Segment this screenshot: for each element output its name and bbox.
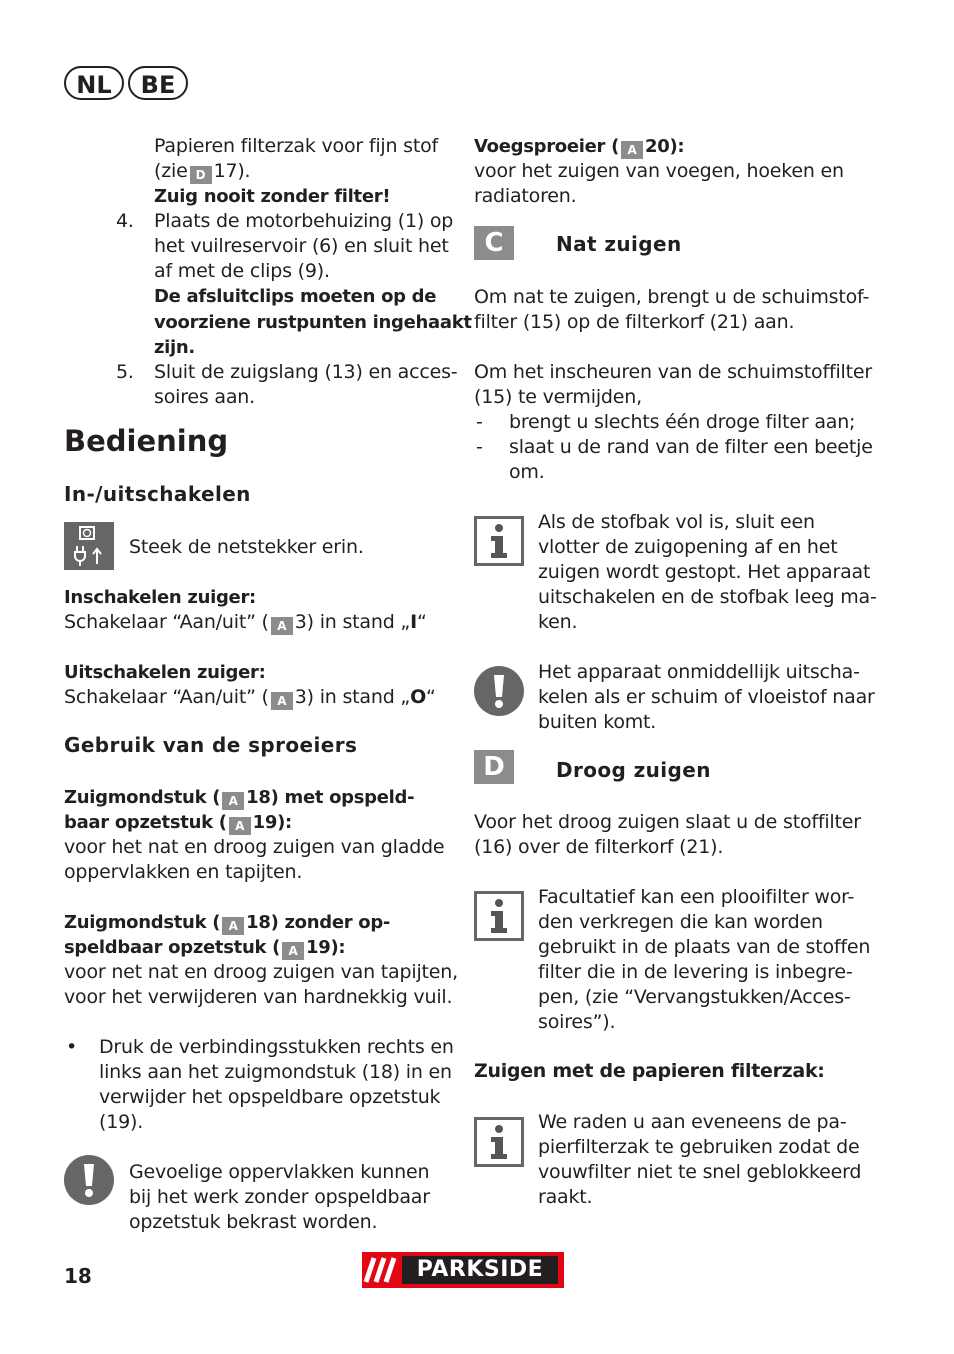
info2-line-3: gebruikt in de plaats van de stoffen: [538, 936, 871, 958]
parkside-logo: [362, 1252, 564, 1288]
warn1-line-3: buiten komt.: [538, 711, 657, 733]
step-4-note-1: De afsluitclips moeten op de: [154, 286, 437, 307]
info1-line-4: uitschakelen en de stofbak leeg ma-: [538, 586, 877, 608]
bullet-line-4: (19).: [99, 1111, 144, 1133]
dry-p1-line-2: (16) over de filterkorf (21).: [474, 836, 724, 858]
info2-line-2: den verkregen die kan worden: [538, 911, 823, 933]
intro-line-2: (zie D 17).: [154, 160, 251, 182]
heading-bediening: Bediening: [64, 424, 229, 458]
nozzle-2-title-2: speldbaar opzetstuk ( A 19):: [64, 937, 346, 958]
bullet-line-3: verwijder het opspeldbare opzetstuk: [99, 1086, 441, 1108]
info2-line-5: pen, (zie “Vervangstukken/Acces-: [538, 986, 851, 1008]
page-number: 18: [64, 1264, 92, 1288]
warning-text-1: Gevoelige oppervlakken kunnen: [129, 1161, 430, 1183]
voegsproeier-text-2: radiatoren.: [474, 185, 577, 207]
warn1-line-2: kelen als er schuim of vloeistof naar: [538, 686, 875, 708]
nozzle-2-text-2: voor het verwijderen van hardnekkig vuil.: [64, 986, 453, 1008]
wet-p2-line-1: Om het inscheuren van de schuimstoffilter: [474, 361, 872, 383]
brand-name: PARKSIDE: [402, 1256, 558, 1284]
figure-a-badge: A: [271, 692, 293, 710]
section-d-badge: D: [190, 166, 212, 184]
figure-a-badge: A: [282, 942, 304, 960]
step-4-line-2: het vuilreservoir (6) en sluit het: [154, 235, 449, 257]
lang-badge-be: BE: [128, 66, 188, 100]
step-5-line-1: Sluit de zuigslang (13) en acces-: [154, 361, 458, 383]
filter-warning: Zuig nooit zonder filter!: [154, 186, 391, 207]
lang-badge-nl: NL: [64, 66, 124, 100]
step-5-number: 5.: [116, 361, 134, 383]
nozzle-2-title-1: Zuigmondstuk ( A 18) zonder op-: [64, 912, 391, 933]
warning-icon: [64, 1155, 114, 1205]
wet-p1-line-1: Om nat te zuigen, brengt u de schuimstof-: [474, 286, 870, 308]
info-icon: [474, 891, 524, 941]
figure-a-badge: A: [222, 792, 244, 810]
heading-nat-zuigen: Nat zuigen: [556, 232, 682, 256]
info1-line-5: ken.: [538, 611, 578, 633]
warn1-line-1: Het apparaat onmiddellijk uitscha-: [538, 661, 860, 683]
section-d-badge: D: [474, 750, 514, 784]
switch-on-text: Schakelaar “Aan/uit” ( A 3) in stand „I“: [64, 611, 427, 633]
info3-line-1: We raden u aan eveneens de pa-: [538, 1111, 847, 1133]
nozzle-1-title-2: baar opzetstuk ( A 19):: [64, 812, 292, 833]
wet-p2-line-2: (15) te vermijden,: [474, 386, 642, 408]
nozzle-1-title-1: Zuigmondstuk ( A 18) met opspeld-: [64, 787, 415, 808]
dash: -: [476, 411, 483, 433]
subheading-nozzles: Gebruik van de sproeiers: [64, 733, 358, 757]
info1-line-1: Als de stofbak vol is, sluit een: [538, 511, 815, 533]
wet-dash-2b: om.: [509, 461, 545, 483]
figure-a-badge: A: [621, 141, 643, 159]
section-c-badge: C: [474, 226, 514, 260]
figure-a-badge: A: [222, 917, 244, 935]
info2-line-4: filter die in de levering is inbegre-: [538, 961, 853, 983]
info3-line-2: pierfilterzak te gebruiken zodat de: [538, 1136, 860, 1158]
bullet-line-1: Druk de verbindingsstukken rechts en: [99, 1036, 454, 1058]
step-4-note-3: zijn.: [154, 337, 195, 358]
step-4-number: 4.: [116, 210, 134, 232]
plug-icon: [64, 522, 114, 570]
figure-a-badge: A: [229, 817, 251, 835]
nozzle-2-text-1: voor net nat en droog zuigen van tapijten,: [64, 961, 458, 983]
step-4-line-3: af met de clips (9).: [154, 260, 330, 282]
info3-line-4: raakt.: [538, 1186, 593, 1208]
step-5-line-2: soires aan.: [154, 386, 255, 408]
info1-line-3: zuigen wordt gestopt. Het apparaat: [538, 561, 871, 583]
warning-text-2: bij het werk zonder opspeldbaar: [129, 1186, 430, 1208]
step-4-note-2: voorziene rustpunten ingehaakt: [154, 312, 472, 333]
dash: -: [476, 436, 483, 458]
step-4-line-1: Plaats de motorbehuizing (1) op: [154, 210, 454, 232]
voegsproeier-text-1: voor het zuigen van voegen, hoeken en: [474, 160, 844, 182]
switch-off-text: Schakelaar “Aan/uit” ( A 3) in stand „O“: [64, 686, 436, 708]
info3-line-3: vouwfilter niet te snel geblokkeerd: [538, 1161, 862, 1183]
warning-icon: [474, 666, 524, 716]
info2-line-6: soires”).: [538, 1011, 616, 1033]
info-icon: [474, 1117, 524, 1167]
switch-off-title: Uitschakelen zuiger:: [64, 662, 266, 683]
info1-line-2: vlotter de zuigopening af en het: [538, 536, 838, 558]
bullet-line-2: links aan het zuigmondstuk (18) in en: [99, 1061, 452, 1083]
plug-text: Steek de netstekker erin.: [129, 536, 364, 558]
intro-line-1: Papieren filterzak voor fijn stof: [154, 135, 439, 157]
switch-on-title: Inschakelen zuiger:: [64, 587, 256, 608]
nozzle-1-text-1: voor het nat en droog zuigen van gladde: [64, 836, 445, 858]
dry-p1-line-1: Voor het droog zuigen slaat u de stoffilter: [474, 811, 861, 833]
info-icon: [474, 516, 524, 566]
subheading-switch: In-/uitschakelen: [64, 482, 251, 506]
nozzle-1-text-2: oppervlakken en tapijten.: [64, 861, 303, 883]
info2-line-1: Facultatief kan een plooifilter wor-: [538, 886, 855, 908]
paper-bag-title: Zuigen met de papieren filterzak:: [474, 1060, 825, 1082]
bullet: •: [66, 1036, 78, 1058]
figure-a-badge: A: [271, 617, 293, 635]
wet-dash-2a: slaat u de rand van de filter een beetje: [509, 436, 873, 458]
voegsproeier-title: Voegsproeier ( A 20):: [474, 136, 685, 157]
warning-text-3: opzetstuk bekrast worden.: [129, 1211, 378, 1233]
wet-dash-1: brengt u slechts één droge filter aan;: [509, 411, 856, 433]
heading-droog-zuigen: Droog zuigen: [556, 758, 711, 782]
wet-p1-line-2: filter (15) op de filterkorf (21) aan.: [474, 311, 795, 333]
